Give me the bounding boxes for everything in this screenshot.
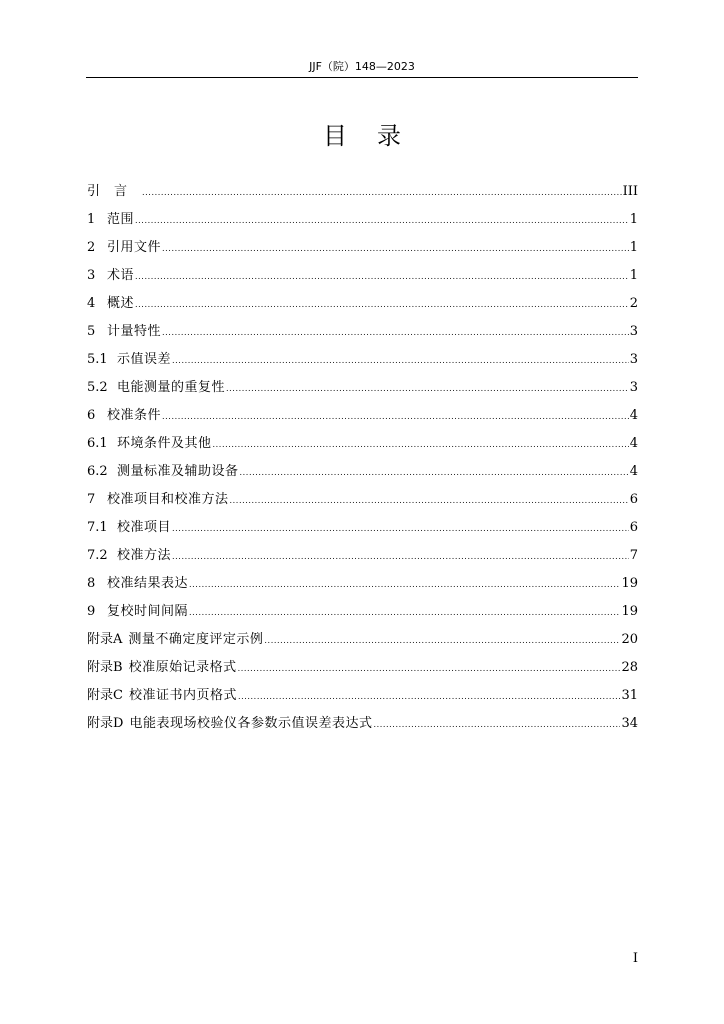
toc-entry-number: 6.1 <box>87 436 108 451</box>
toc-entry-page: 3 <box>629 324 638 339</box>
toc-entry-page: 28 <box>621 660 638 675</box>
toc-entry-label: 校准方法 <box>117 548 172 563</box>
toc-entry-page: III <box>622 184 638 199</box>
toc-entry-number: 9 <box>87 604 96 619</box>
toc-entry-label: 环境条件及其他 <box>117 436 212 451</box>
toc-leader-dots <box>135 207 629 235</box>
toc-leader-dots <box>162 235 629 263</box>
toc-leader-dots <box>240 459 629 487</box>
toc-entry-number: 5.1 <box>87 352 108 367</box>
toc-leader-dots <box>172 515 629 543</box>
toc-entry-number: 7.1 <box>87 520 108 535</box>
header-rule <box>86 77 638 78</box>
toc-entry-label: 术语 <box>107 268 135 283</box>
toc-entry-label: 电能表现场校验仪各参数示值误差表达式 <box>129 716 373 731</box>
toc-entry-page: 6 <box>629 492 638 507</box>
toc-entry-3[interactable] <box>87 262 638 290</box>
toc-entry-page: 34 <box>621 716 638 731</box>
toc-entry-appendix-d[interactable] <box>87 710 638 738</box>
toc-entry-7-1[interactable] <box>87 514 638 542</box>
toc-entry-2[interactable] <box>87 234 638 262</box>
toc-entry-page: 6 <box>629 520 638 535</box>
toc-entry-number: 6.2 <box>87 464 108 479</box>
toc-entry-page: 31 <box>621 688 638 703</box>
toc-entry-number: 7.2 <box>87 548 108 563</box>
toc-entry-introduction[interactable] <box>87 178 638 206</box>
toc-entry-label: 电能测量的重复性 <box>117 380 226 395</box>
toc-leader-dots <box>373 711 620 739</box>
toc-entry-number: 5 <box>87 324 96 339</box>
toc-entry-label: 校准结果表达 <box>107 576 189 591</box>
toc-entry-label: 引用文件 <box>107 240 162 255</box>
toc-entry-number: 2 <box>87 240 96 255</box>
toc-entry-5-1[interactable] <box>87 346 638 374</box>
toc-leader-dots <box>172 347 629 375</box>
toc-entry-page: 3 <box>629 380 638 395</box>
toc-entry-label: 校准条件 <box>107 408 162 423</box>
document-code-header: JJF（院）148—2023 <box>309 60 415 73</box>
toc-entry-label: 范围 <box>107 212 135 227</box>
toc-entry-page: 1 <box>629 212 638 227</box>
toc-entry-label: 示值误差 <box>117 352 172 367</box>
toc-entry-6-2[interactable] <box>87 458 638 486</box>
toc-entry-9[interactable] <box>87 598 638 626</box>
table-of-contents <box>87 178 638 738</box>
toc-entry-label: 引言 <box>87 184 142 199</box>
toc-entry-page: 1 <box>629 268 638 283</box>
toc-entry-7-2[interactable] <box>87 542 638 570</box>
toc-entry-appendix-a[interactable] <box>87 626 638 654</box>
toc-entry-label: 概述 <box>107 296 135 311</box>
toc-entry-4[interactable] <box>87 290 638 318</box>
toc-entry-number: 附录B <box>87 660 123 675</box>
toc-entry-5-2[interactable] <box>87 374 638 402</box>
toc-entry-6-1[interactable] <box>87 430 638 458</box>
toc-entry-label: 校准原始记录格式 <box>128 660 237 675</box>
toc-entry-label: 复校时间间隔 <box>107 604 189 619</box>
toc-leader-dots <box>142 179 622 207</box>
page-title: 目录 <box>323 122 431 150</box>
toc-entry-label: 校准项目 <box>117 520 172 535</box>
toc-leader-dots <box>162 403 629 431</box>
toc-entry-page: 4 <box>629 408 638 423</box>
toc-leader-dots <box>213 431 629 459</box>
toc-leader-dots <box>189 599 620 627</box>
toc-entry-7[interactable] <box>87 486 638 514</box>
toc-entry-appendix-b[interactable] <box>87 654 638 682</box>
toc-entry-appendix-c[interactable] <box>87 682 638 710</box>
toc-entry-page: 20 <box>621 632 638 647</box>
toc-entry-page: 4 <box>629 436 638 451</box>
toc-entry-label: 测量不确定度评定示例 <box>128 632 264 647</box>
toc-entry-8[interactable] <box>87 570 638 598</box>
toc-entry-label: 计量特性 <box>107 324 162 339</box>
toc-entry-page: 4 <box>629 464 638 479</box>
toc-entry-label: 校准证书内页格式 <box>128 688 237 703</box>
toc-entry-number: 4 <box>87 296 96 311</box>
toc-entry-1[interactable] <box>87 206 638 234</box>
toc-entry-number: 7 <box>87 492 96 507</box>
toc-entry-page: 1 <box>629 240 638 255</box>
toc-entry-page: 19 <box>621 604 638 619</box>
toc-entry-page: 7 <box>629 548 638 563</box>
toc-entry-page: 2 <box>629 296 638 311</box>
toc-leader-dots <box>230 487 629 515</box>
toc-entry-5[interactable] <box>87 318 638 346</box>
toc-entry-number: 附录A <box>87 632 123 647</box>
toc-leader-dots <box>189 571 620 599</box>
toc-leader-dots <box>135 263 629 291</box>
toc-leader-dots <box>135 291 629 319</box>
toc-leader-dots <box>172 543 629 571</box>
toc-entry-number: 8 <box>87 576 96 591</box>
toc-leader-dots <box>264 627 620 655</box>
toc-entry-number: 附录D <box>87 716 124 731</box>
toc-entry-page: 3 <box>629 352 638 367</box>
toc-leader-dots <box>238 655 621 683</box>
toc-entry-number: 5.2 <box>87 380 108 395</box>
toc-leader-dots <box>226 375 629 403</box>
toc-entry-number: 6 <box>87 408 96 423</box>
toc-leader-dots <box>162 319 629 347</box>
page-number: I <box>632 951 638 966</box>
toc-entry-page: 19 <box>621 576 638 591</box>
toc-entry-number: 1 <box>87 212 96 227</box>
toc-entry-number: 3 <box>87 268 96 283</box>
toc-entry-6[interactable] <box>87 402 638 430</box>
toc-leader-dots <box>238 683 620 711</box>
toc-entry-number: 附录C <box>87 688 123 703</box>
toc-entry-label: 校准项目和校准方法 <box>107 492 229 507</box>
toc-entry-label: 测量标准及辅助设备 <box>117 464 239 479</box>
